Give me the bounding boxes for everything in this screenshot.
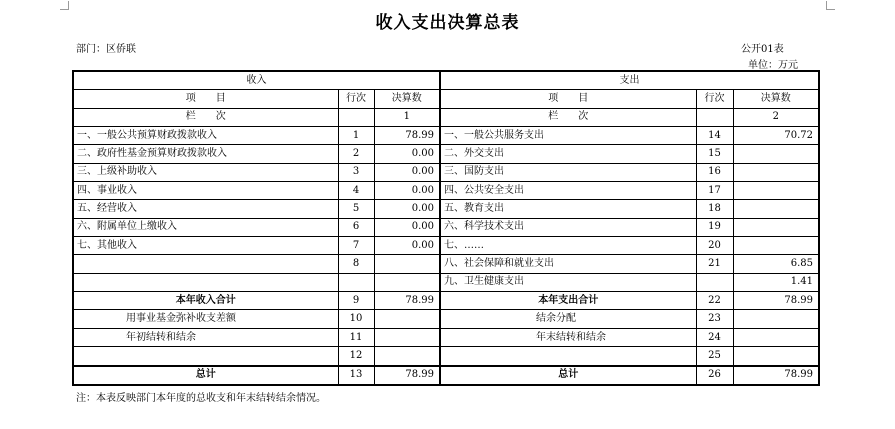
expenditure-grand-total-amount: 78.99	[733, 366, 819, 385]
income-column-label: 栏 次	[73, 108, 338, 126]
income-line: 11	[338, 328, 374, 346]
column-header-row	[73, 90, 819, 108]
expenditure-item-header: 项 目	[440, 90, 696, 108]
expenditure-subtotal-label: 本年支出合计	[440, 292, 696, 310]
table-row	[73, 237, 819, 255]
column-number-row	[73, 108, 819, 126]
unit-label: 单位：万元	[748, 60, 798, 71]
table-row	[73, 218, 819, 236]
expenditure-amount	[733, 218, 819, 236]
income-line-header: 行次	[338, 90, 374, 108]
income-amount: 0.00	[374, 237, 440, 255]
income-line: 13	[338, 366, 374, 385]
table-row	[73, 163, 819, 181]
income-line: 8	[338, 255, 374, 273]
expenditure-item: 结余分配	[440, 310, 696, 328]
income-item	[73, 255, 338, 273]
expenditure-amount	[733, 237, 819, 255]
expenditure-line: 22	[696, 292, 733, 310]
expenditure-amount: 70.72	[733, 127, 819, 145]
expenditure-amount	[733, 347, 819, 366]
income-amount: 0.00	[374, 218, 440, 236]
income-item: 一、一般公共预算财政拨款收入	[73, 127, 338, 145]
expenditure-amount	[733, 328, 819, 346]
expenditure-line: 14	[696, 127, 733, 145]
income-amount: 0.00	[374, 200, 440, 218]
empty-cell	[696, 108, 733, 126]
income-line: 6	[338, 218, 374, 236]
expenditure-amount	[733, 145, 819, 163]
expenditure-item: 九、卫生健康支出	[440, 273, 696, 291]
footnote: 注：本表反映部门本年度的总收支和年末结转结余情况。	[76, 393, 326, 404]
income-item: 六、附属单位上缴收入	[73, 218, 338, 236]
income-item: 三、上级补助收入	[73, 163, 338, 181]
income-grand-total-label: 总计	[73, 366, 338, 385]
table-row	[73, 328, 819, 346]
expenditure-amount	[733, 182, 819, 200]
income-line: 12	[338, 347, 374, 366]
expenditure-item: 八、社会保障和就业支出	[440, 255, 696, 273]
expenditure-line	[696, 273, 733, 291]
expenditure-amount-header: 决算数	[733, 90, 819, 108]
expenditure-item: 六、科学技术支出	[440, 218, 696, 236]
expenditure-item: 四、公共安全支出	[440, 182, 696, 200]
table-row	[73, 145, 819, 163]
income-line	[338, 273, 374, 291]
income-item	[73, 273, 338, 291]
income-line: 4	[338, 182, 374, 200]
expenditure-column-label: 栏 次	[440, 108, 696, 126]
expenditure-line: 26	[696, 366, 733, 385]
income-amount	[374, 347, 440, 366]
expenditure-amount	[733, 310, 819, 328]
income-line: 3	[338, 163, 374, 181]
expenditure-item	[440, 347, 696, 366]
income-amount: 0.00	[374, 145, 440, 163]
expenditure-line-header: 行次	[696, 90, 733, 108]
expenditure-item: 五、教育支出	[440, 200, 696, 218]
table-row	[73, 347, 819, 366]
department-label: 部门：区侨联	[76, 44, 136, 55]
expenditure-item: 年末结转和结余	[440, 328, 696, 346]
expenditure-line: 18	[696, 200, 733, 218]
income-amount: 78.99	[374, 127, 440, 145]
expenditure-line: 15	[696, 145, 733, 163]
table-row	[73, 127, 819, 145]
income-item: 四、事业收入	[73, 182, 338, 200]
income-item: 七、其他收入	[73, 237, 338, 255]
income-subtotal-label: 本年收入合计	[73, 292, 338, 310]
income-expenditure-table	[72, 70, 820, 386]
empty-cell	[338, 108, 374, 126]
table-row	[73, 200, 819, 218]
expenditure-section-header: 支出	[440, 71, 819, 90]
expenditure-item: 七、……	[440, 237, 696, 255]
expenditure-line: 24	[696, 328, 733, 346]
table-row	[73, 273, 819, 291]
expenditure-line: 25	[696, 347, 733, 366]
expenditure-line: 16	[696, 163, 733, 181]
income-amount: 0.00	[374, 163, 440, 181]
income-line: 7	[338, 237, 374, 255]
table-row	[73, 255, 819, 273]
expenditure-amount	[733, 163, 819, 181]
expenditure-item: 三、国防支出	[440, 163, 696, 181]
income-amount	[374, 328, 440, 346]
income-line: 5	[338, 200, 374, 218]
expenditure-amount: 6.85	[733, 255, 819, 273]
expenditure-line: 21	[696, 255, 733, 273]
expenditure-line: 23	[696, 310, 733, 328]
income-line: 2	[338, 145, 374, 163]
income-amount	[374, 255, 440, 273]
expenditure-column-number: 2	[733, 108, 819, 126]
income-line: 10	[338, 310, 374, 328]
income-item: 用事业基金弥补收支差额	[73, 310, 338, 328]
table-row	[73, 182, 819, 200]
expenditure-item: 一、一般公共服务支出	[440, 127, 696, 145]
income-subtotal-amount: 78.99	[374, 292, 440, 310]
income-section-header: 收入	[73, 71, 440, 90]
table-row	[73, 310, 819, 328]
expenditure-amount: 1.41	[733, 273, 819, 291]
section-header-row	[73, 71, 819, 90]
income-item: 二、政府性基金预算财政拨款收入	[73, 145, 338, 163]
grand-total-row	[73, 366, 819, 385]
expenditure-subtotal-amount: 78.99	[733, 292, 819, 310]
expenditure-grand-total-label: 总计	[440, 366, 696, 385]
income-amount	[374, 273, 440, 291]
expenditure-line: 19	[696, 218, 733, 236]
income-amount: 0.00	[374, 182, 440, 200]
income-item	[73, 347, 338, 366]
income-grand-total-amount: 78.99	[374, 366, 440, 385]
expenditure-line: 17	[696, 182, 733, 200]
total-row	[73, 292, 819, 310]
expenditure-line: 20	[696, 237, 733, 255]
income-amount-header: 决算数	[374, 90, 440, 108]
expenditure-amount	[733, 200, 819, 218]
form-number: 公开01表	[741, 44, 784, 55]
expenditure-item: 二、外交支出	[440, 145, 696, 163]
income-item: 五、经营收入	[73, 200, 338, 218]
income-column-number: 1	[374, 108, 440, 126]
income-item-header: 项 目	[73, 90, 338, 108]
income-item: 年初结转和结余	[73, 328, 338, 346]
table-title: 收入支出决算总表	[375, 13, 520, 33]
income-line: 1	[338, 127, 374, 145]
income-amount	[374, 310, 440, 328]
income-line: 9	[338, 292, 374, 310]
